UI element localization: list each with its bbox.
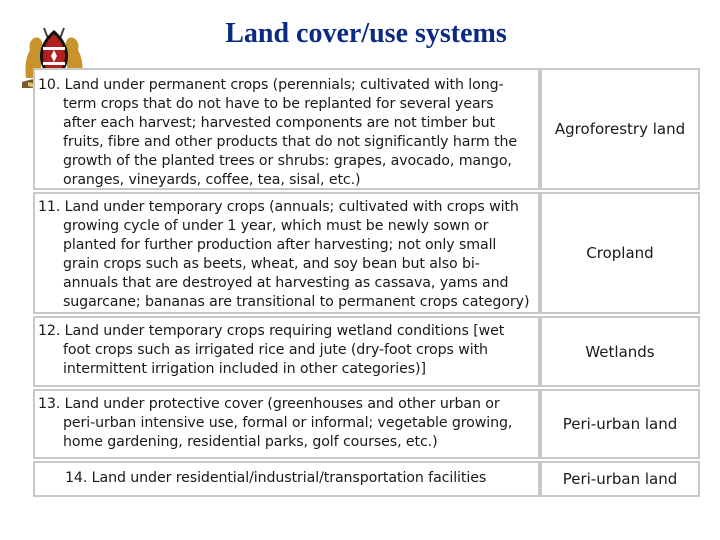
row-12-description: 12. Land under temporary crops requiring wetland conditions [wet foot crops such as irrigated rice and jute (dry-foot crops with intermittent irrigation included in other categories)] [33, 316, 540, 387]
row-14-category: Peri-urban land [540, 461, 700, 497]
row-14-description: 14. Land under residential/industrial/transportation facilities [33, 461, 540, 497]
row-11-category: Cropland [540, 192, 700, 314]
row-11-description: 11. Land under temporary crops (annuals; cultivated with crops with growing cycle of under 1 year, which must be newly sown or planted for further production after harvesting; not only small grain crops such as beets, wheat, and soy bean but also bi-annuals that are destroyed at harvesting as cassava, yams and sugarcane; bananas are transitional to permanent crops category) [33, 192, 540, 314]
row-13-category: Peri-urban land [540, 389, 700, 459]
row-13-description: 13. Land under protective cover (greenhouses and other urban or peri-urban intensive use, formal or informal; vegetable growing, home gardening, residential parks, golf courses, etc.) [33, 389, 540, 459]
slide-title: Land cover/use systems [225, 18, 507, 49]
row-10-description: 10. Land under permanent crops (perennials; cultivated with long-term crops that do not have to be replanted for several years after each harvest; harvested components are not timber but fruits, fibre and other products that do not significantly harm the growth of the planted trees or shrubs: grapes, avocado, mango, oranges, vineyards, coffee, tea, sisal, etc.) [33, 68, 540, 190]
row-12-category: Wetlands [540, 316, 700, 387]
row-10-category: Agroforestry land [540, 68, 700, 190]
